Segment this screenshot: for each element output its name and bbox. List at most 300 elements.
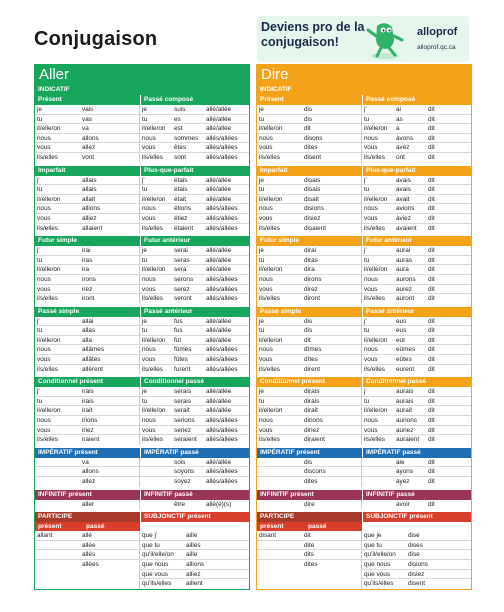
conjugation-row xyxy=(362,294,471,304)
imparfait-column xyxy=(257,176,362,234)
auxiliary: furent xyxy=(174,365,191,373)
pronoun: je xyxy=(259,317,264,325)
verb-form: allé/allée xyxy=(206,327,232,335)
conjugation-row xyxy=(257,550,361,560)
participe-header xyxy=(257,512,362,531)
pronoun: nous xyxy=(142,134,156,142)
tense-label-futur_simple: Futur simple xyxy=(35,236,140,246)
passe-compose-column xyxy=(362,105,471,163)
participe-column xyxy=(257,531,362,589)
verb-form: dit xyxy=(428,285,435,293)
conjugation-row xyxy=(35,105,139,115)
conjugation-row xyxy=(257,355,361,365)
pronoun: nous xyxy=(259,346,273,354)
auxiliary: aurions xyxy=(396,417,417,425)
infinitif-present-column xyxy=(35,500,140,510)
auxiliary: aviez xyxy=(396,214,411,222)
participe-passe-form: dits xyxy=(304,551,314,559)
tense-header xyxy=(35,307,249,317)
verb-panel-dire xyxy=(256,64,472,588)
verb-form: allâmes xyxy=(82,346,105,354)
pronoun: vous xyxy=(259,285,273,293)
present-column xyxy=(35,105,140,163)
pronoun: tu xyxy=(259,115,265,123)
pronoun: il/elle/on xyxy=(37,407,61,415)
verb-form: disiez xyxy=(304,214,321,222)
subjonctif-column xyxy=(140,531,249,589)
verb-form: dit xyxy=(428,468,435,476)
conjugation-row xyxy=(257,204,361,214)
conjugation-row xyxy=(35,550,139,560)
conjugation-row xyxy=(257,134,361,144)
pronoun: il/elle/on xyxy=(364,125,388,133)
conjugation-row xyxy=(140,105,249,115)
pronoun: nous xyxy=(259,134,273,142)
pronoun: nous xyxy=(37,205,51,213)
conjugation-row xyxy=(257,458,361,468)
conjugation-row xyxy=(140,426,249,436)
pronoun: il/elle/on xyxy=(37,266,61,274)
auxiliary: ai xyxy=(396,106,401,113)
section-indicatif: INDICATIF xyxy=(257,85,471,95)
conjugation-row xyxy=(140,397,249,407)
verb-form: allé/allée xyxy=(206,186,232,194)
verb-form: allés/allées xyxy=(206,436,238,444)
conjugation-grid xyxy=(256,85,472,590)
conjugation-grid xyxy=(34,85,250,590)
auxiliary: eûmes xyxy=(396,346,416,354)
auxiliary: ayez xyxy=(396,478,410,485)
verb-form: dit xyxy=(428,397,435,405)
conjugation-row xyxy=(257,426,361,436)
verb-form: allés/allées xyxy=(206,285,238,293)
futur-anterieur-column xyxy=(140,246,249,304)
pronoun: que tu xyxy=(142,541,160,549)
verb-form: dit xyxy=(304,336,311,344)
conjugation-row xyxy=(362,550,471,560)
imperatif-passe-column xyxy=(362,458,471,487)
pronoun: nous xyxy=(364,417,378,425)
conjugation-row xyxy=(35,458,139,468)
pronoun: vous xyxy=(37,426,51,434)
tense-header xyxy=(35,236,249,246)
pronoun: ils/elles xyxy=(259,224,280,232)
auxiliary: avait xyxy=(396,195,410,203)
pronoun: ils/elles xyxy=(37,295,58,303)
verb-form: allés/allées xyxy=(206,275,238,283)
pronoun: j' xyxy=(364,317,367,325)
conjugation-row xyxy=(35,185,139,195)
infinitif-rows xyxy=(35,500,249,510)
auxiliary: as xyxy=(396,115,403,123)
pronoun: vous xyxy=(364,356,378,364)
auxiliary: étiez xyxy=(174,214,188,222)
tense-label-plus_que_parfait: Plus-que-parfait xyxy=(362,166,471,176)
pronoun: tu xyxy=(259,397,265,405)
verb-form: allé/allée xyxy=(206,256,232,264)
pronoun: j' xyxy=(364,388,367,396)
verb-form: dises xyxy=(408,541,423,549)
pronoun: nous xyxy=(364,134,378,142)
verb-form: dit xyxy=(428,115,435,123)
conjugation-row xyxy=(140,326,249,336)
pronoun: il/elle/on xyxy=(142,266,166,274)
conjugation-row xyxy=(362,185,471,195)
brand-logo: alloprof xyxy=(417,26,458,38)
infinitif-passe-column xyxy=(140,500,249,510)
verb-form: dit xyxy=(428,153,435,161)
conjugation-row xyxy=(362,275,471,285)
pronoun-empty xyxy=(362,477,394,487)
imperatif-present-label: IMPÉRATIF présent xyxy=(38,448,98,456)
verb-form: allâtes xyxy=(82,356,101,364)
verb-form: irai xyxy=(82,247,91,255)
participe-label: PARTICIPE xyxy=(35,512,140,522)
conjugation-row xyxy=(140,336,249,346)
infinitif-present-label: INFINITIF présent xyxy=(260,490,314,498)
auxiliary: seras xyxy=(174,256,190,264)
tense-header xyxy=(35,166,249,176)
verb-form: aller xyxy=(82,500,95,508)
pronoun: vous xyxy=(142,356,156,364)
pronoun: j' xyxy=(364,247,367,255)
brand-url[interactable]: alloprof.qc.ca xyxy=(417,44,456,51)
conjugation-row xyxy=(257,214,361,224)
auxiliary: eûtes xyxy=(396,356,412,364)
pronoun: il/elle/on xyxy=(259,336,283,344)
pronoun: vous xyxy=(259,144,273,152)
auxiliary: eurent xyxy=(396,365,415,373)
pronoun-empty xyxy=(35,560,82,570)
conjugation-row xyxy=(257,185,361,195)
pronoun: tu xyxy=(142,327,148,335)
conjugation-row xyxy=(140,531,249,541)
verb-form: allés/allées xyxy=(206,224,238,232)
verb-form: allé/allée xyxy=(206,458,232,466)
conjugation-row xyxy=(362,176,471,186)
pronoun: nous xyxy=(37,134,51,142)
participe-subjonctif-header xyxy=(257,512,471,531)
conjugation-row xyxy=(257,336,361,346)
conjugation-row xyxy=(35,134,139,144)
pronoun: tu xyxy=(259,256,265,264)
pronoun: nous xyxy=(37,346,51,354)
verb-form: irais xyxy=(82,397,94,405)
tense-label-futur_anterieur: Futur antérieur xyxy=(140,236,249,246)
participe-passe-form: dites xyxy=(304,560,318,568)
conjugation-row xyxy=(140,355,249,365)
conjugation-row xyxy=(362,336,471,346)
conjugation-row xyxy=(140,214,249,224)
participe-subjonctif-rows xyxy=(35,531,249,589)
conjugation-row xyxy=(140,153,249,163)
present-column xyxy=(257,105,362,163)
pronoun: vous xyxy=(259,356,273,364)
pronoun: il/elle/on xyxy=(259,125,283,133)
verb-form: dit xyxy=(428,346,435,354)
verb-form: dit xyxy=(428,224,435,232)
pronoun: tu xyxy=(364,115,370,123)
pronoun-empty xyxy=(35,500,82,510)
imparfait-column xyxy=(35,176,140,234)
conjugation-row xyxy=(257,345,361,355)
conjugation-row xyxy=(35,406,139,416)
auxiliary: ont xyxy=(396,153,405,161)
verb-form: va xyxy=(82,458,89,466)
participe-passe-form: allés xyxy=(82,551,96,559)
pronoun: nous xyxy=(142,417,156,425)
pronoun-empty xyxy=(257,477,304,487)
pronoun: tu xyxy=(364,256,370,264)
tense-rows xyxy=(35,176,249,234)
auxiliary: serai xyxy=(174,247,188,255)
verb-form: vont xyxy=(82,153,95,161)
conjugation-row xyxy=(257,275,361,285)
pronoun: je xyxy=(37,106,42,113)
conjugation-row xyxy=(257,153,361,163)
pronoun: qu'ils/elles xyxy=(364,580,394,588)
conjugation-row xyxy=(362,458,471,468)
conjugation-row xyxy=(362,105,471,115)
conjugation-row xyxy=(257,124,361,134)
participe-passe-label: passé xyxy=(308,523,327,531)
tense-header xyxy=(257,95,471,105)
verb-form: dit xyxy=(428,417,435,425)
auxiliary: avions xyxy=(396,205,415,213)
subjonctif-label: SUBJONCTIF présent xyxy=(363,512,471,522)
verb-form: dit xyxy=(428,144,435,152)
pronoun: vous xyxy=(37,285,51,293)
verb-form: allé/allée xyxy=(206,106,232,113)
auxiliary: seraient xyxy=(174,436,197,444)
conjugation-row xyxy=(257,541,361,551)
tense-rows xyxy=(35,387,249,445)
section-indicatif: INDICATIF xyxy=(35,85,249,95)
tense-label-plus_que_parfait: Plus-que-parfait xyxy=(140,166,249,176)
conjugation-row xyxy=(362,115,471,125)
auxiliary: êtes xyxy=(174,144,187,152)
verb-form: allé/allée xyxy=(206,317,232,325)
auxiliary: sois xyxy=(174,458,186,466)
pronoun-empty xyxy=(257,458,304,467)
conjugation-row xyxy=(140,435,249,445)
auxiliary: aurez xyxy=(396,285,412,293)
auxiliary: sont xyxy=(174,153,187,161)
pronoun-empty xyxy=(362,458,394,467)
pronoun: vous xyxy=(364,426,378,434)
pronoun: ils/elles xyxy=(364,436,385,444)
verb-form: dit xyxy=(428,317,435,325)
pronoun: il/elle/on xyxy=(364,195,388,203)
participe-passe-label: passé xyxy=(86,523,105,531)
conjugation-row xyxy=(362,435,471,445)
verb-form: dit xyxy=(428,134,435,142)
verb-form: disions xyxy=(408,560,428,568)
conjugation-row xyxy=(257,531,361,541)
verb-form: allé/allée xyxy=(206,176,232,184)
verb-form: disent xyxy=(304,153,322,161)
pronoun: je xyxy=(142,247,147,255)
verb-form: allons xyxy=(82,134,99,142)
verb-form: allais xyxy=(82,186,97,194)
conjugation-row xyxy=(362,541,471,551)
conjugation-row xyxy=(362,477,471,487)
tense-label-futur_anterieur: Futur antérieur xyxy=(362,236,471,246)
verb-form: allons xyxy=(82,468,99,476)
participe-present-label: présent xyxy=(38,523,62,531)
tense-label-present: Présent xyxy=(35,95,140,105)
pronoun-empty xyxy=(362,500,394,510)
verb-form: dit xyxy=(428,247,435,255)
verb-form: allai xyxy=(82,317,94,325)
conjugation-row xyxy=(362,500,471,510)
auxiliary: auront xyxy=(396,295,415,303)
verb-form: dit xyxy=(428,266,435,274)
conjugation-row xyxy=(35,435,139,445)
verb-form: dirions xyxy=(304,417,323,425)
verb-form: dire xyxy=(304,500,315,508)
verb-form: allés/allées xyxy=(206,144,238,152)
conjugation-row xyxy=(35,531,139,541)
verb-title: Aller xyxy=(34,64,250,85)
passe-compose-column xyxy=(140,105,249,163)
conjugation-row xyxy=(257,477,361,487)
verb-form: allés/allées xyxy=(206,356,238,364)
verb-form: dit xyxy=(428,327,435,335)
verb-form: irions xyxy=(82,417,98,425)
pronoun: tu xyxy=(142,256,148,264)
verb-form: allé/allée xyxy=(206,266,232,274)
imperatif-rows xyxy=(35,458,249,487)
verb-form: dit xyxy=(428,214,435,222)
auxiliary: étais xyxy=(174,186,188,194)
verb-form: allé/allée xyxy=(206,407,232,415)
conjugation-row xyxy=(140,317,249,327)
verb-form: ira xyxy=(82,266,90,274)
verb-form: disais xyxy=(304,176,321,184)
pronoun: il/elle/on xyxy=(259,407,283,415)
conjugation-row xyxy=(257,435,361,445)
pronoun: je xyxy=(259,106,264,113)
conjugation-row xyxy=(35,256,139,266)
conjugation-row xyxy=(140,467,249,477)
pronoun: nous xyxy=(364,205,378,213)
conjugation-row xyxy=(362,134,471,144)
verb-form: dit xyxy=(428,336,435,344)
conjugation-row xyxy=(257,500,361,510)
verb-form: allés/allées xyxy=(206,134,238,142)
conjugation-row xyxy=(362,256,471,266)
pronoun: ils/elles xyxy=(259,153,280,161)
pronoun: j' xyxy=(37,388,40,396)
conjugation-row xyxy=(140,500,249,510)
pronoun: je xyxy=(259,176,264,184)
verb-form: disions xyxy=(304,205,324,213)
verb-form: dit xyxy=(428,407,435,415)
verb-form: diront xyxy=(304,295,320,303)
imperatif-present-column xyxy=(35,458,140,487)
participe-passe-form: dit xyxy=(304,532,311,540)
pronoun: il/elle/on xyxy=(37,336,61,344)
conjugation-row xyxy=(35,265,139,275)
conjugation-row xyxy=(140,134,249,144)
conjugation-row xyxy=(140,195,249,205)
conjugation-row xyxy=(35,176,139,186)
tense-rows xyxy=(257,317,471,375)
pronoun: que nous xyxy=(364,560,391,568)
conjugation-row xyxy=(35,115,139,125)
conjugation-row xyxy=(35,467,139,477)
verb-form: dites xyxy=(304,144,318,152)
pronoun: j' xyxy=(364,106,367,113)
conditionnel-present-column xyxy=(35,387,140,445)
pronoun: tu xyxy=(37,186,43,194)
promo-banner[interactable] xyxy=(257,16,469,62)
verb-form: allé/allée xyxy=(206,397,232,405)
pronoun-empty xyxy=(140,500,172,510)
pronoun: il/elle/on xyxy=(142,407,166,415)
conjugation-row xyxy=(140,560,249,570)
verb-form: allèrent xyxy=(82,365,103,373)
conjugation-row xyxy=(140,224,249,234)
conjugation-row xyxy=(140,176,249,186)
conjugation-row xyxy=(140,124,249,134)
verb-form: dit xyxy=(428,195,435,203)
conjugation-row xyxy=(257,560,361,570)
pronoun: nous xyxy=(142,346,156,354)
pronoun-empty xyxy=(362,467,394,476)
verb-form: allés/allées xyxy=(206,295,238,303)
conjugation-row xyxy=(35,195,139,205)
pronoun: que j' xyxy=(142,532,158,540)
participe-present-label: présent xyxy=(260,523,284,531)
conjugation-row xyxy=(140,285,249,295)
auxiliary: auraient xyxy=(396,436,420,444)
conjugation-row xyxy=(257,195,361,205)
auxiliary: être xyxy=(174,500,186,508)
conjugation-row xyxy=(35,387,139,397)
imperatif-passe-label: IMPÉRATIF passé xyxy=(362,448,471,458)
pronoun: tu xyxy=(364,186,370,194)
verb-form: disons xyxy=(304,134,323,142)
imperatif-header xyxy=(257,448,471,458)
conjugation-row xyxy=(140,294,249,304)
auxiliary: soyez xyxy=(174,478,191,485)
pronoun: tu xyxy=(142,115,148,123)
auxiliary: fûtes xyxy=(174,356,188,364)
verb-form: irons xyxy=(82,275,96,283)
auxiliary: auriez xyxy=(396,426,414,434)
verb-form: direz xyxy=(304,285,318,293)
conjugation-row xyxy=(257,176,361,186)
verb-form: disait xyxy=(304,195,319,203)
conjugation-row xyxy=(362,365,471,375)
conditionnel-passe-column xyxy=(362,387,471,445)
pronoun-empty xyxy=(35,550,82,559)
conjugation-row xyxy=(257,285,361,295)
pronoun: ils/elles xyxy=(142,295,163,303)
pronoun: tu xyxy=(37,256,43,264)
auxiliary: aura xyxy=(396,266,409,274)
verb-form: iront xyxy=(82,295,95,303)
pronoun: j' xyxy=(364,176,367,184)
auxiliary: avons xyxy=(396,134,414,142)
pronoun: il/elle/on xyxy=(259,266,283,274)
conjugation-row xyxy=(140,416,249,426)
conjugation-row xyxy=(35,326,139,336)
verb-form: dit xyxy=(428,365,435,373)
pronoun: j' xyxy=(37,176,40,184)
